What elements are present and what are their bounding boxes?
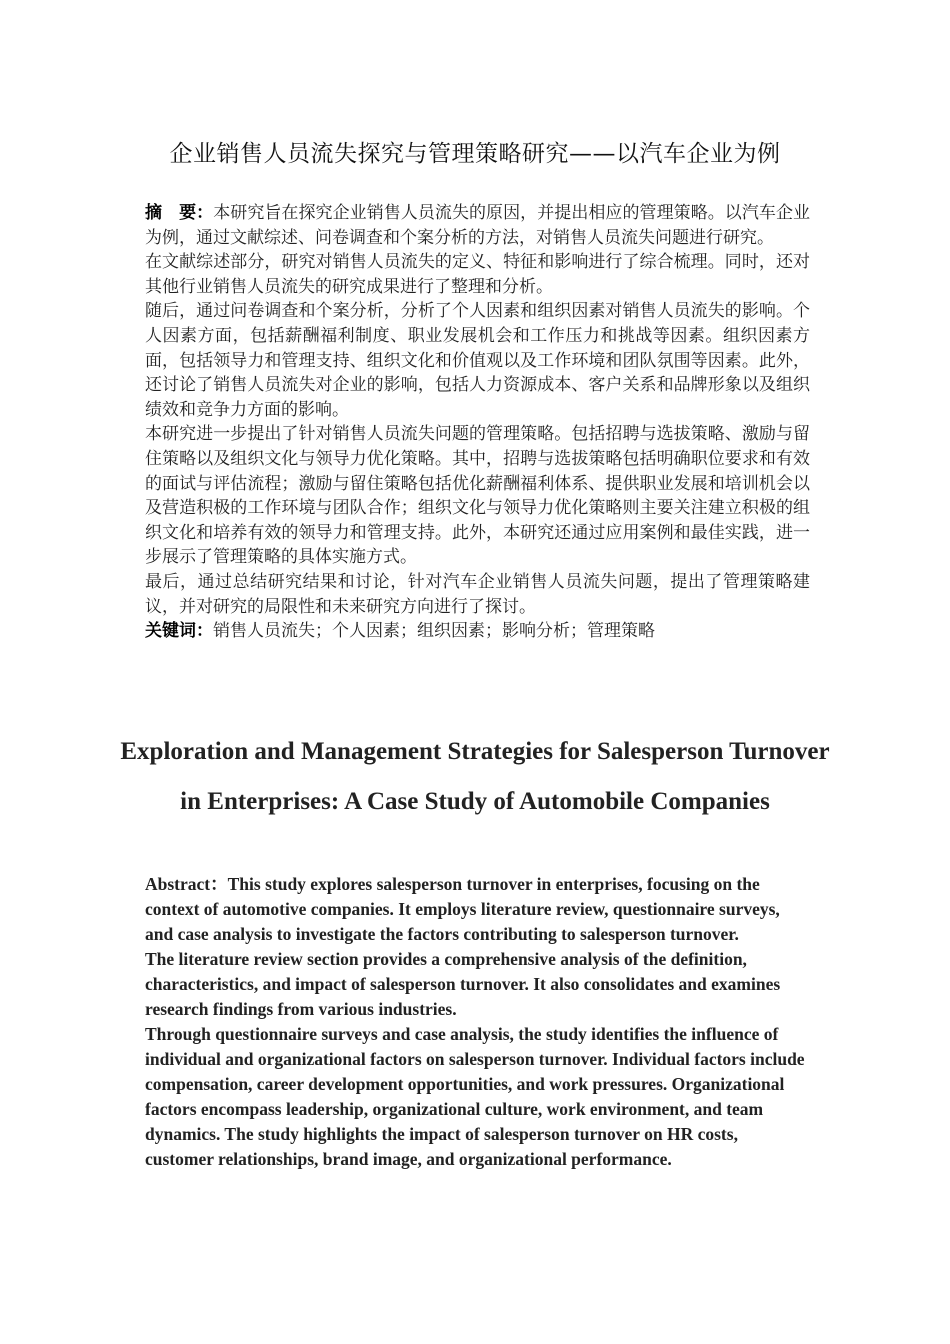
chinese-keywords-text: 销售人员流失；个人因素；组织因素；影响分析；管理策略 [213,621,655,642]
chinese-abstract-paragraph: 在文献综述部分，研究对销售人员流失的定义、特征和影响进行了综合梳理。同时，还对其他行业销售人员流失的研究成果进行了整理和分析。 [145,252,810,297]
english-abstract-paragraph: Through questionnaire surveys and case analysis, the study identifies the influence of individual and organizational factors on salesperson turnover. Individual factors include compensation, career development opportunities, and work pressures. Organizational factors encompass leadership, organizational culture, work environment, and team dynamics. The study highlights the impact of salesperson turnover on HR costs, customer relationships, brand image, and organizational performance. [145,1024,805,1169]
chinese-abstract [145,201,810,644]
chinese-abstract-paragraph: 本研究进一步提出了针对销售人员流失问题的管理策略。包括招聘与选拔策略、激励与留住策略以及组织文化与领导力优化策略。其中，招聘与选拔策略包括明确职位要求和有效的面试与评估流程；激励与留住策略包括优化薪酬福利体系、提供职业发展和培训机会以及营造积极的工作环境与团队合作；组织文化与领导力优化策略则主要关注建立积极的组织文化和培养有效的领导力和管理支持。此外，本研究还通过应用案例和最佳实践，进一步展示了管理策略的具体实施方式。 [145,424,810,568]
english-abstract [145,872,810,1172]
chinese-abstract-label: 摘 要： [145,203,214,223]
english-abstract-paragraph: Abstract：This study explores salesperson turnover in enterprises, focusing on the context of automotive companies. It employs literature review, questionnaire surveys, and case analysis to investigate the factors contributing to salesperson turnover. [145,874,780,944]
english-title: Exploration and Management Strategies for Salesperson Turnover in Enterprises: A Case Study of Automobile Companies [120,738,830,815]
chinese-title-main: 企业销售人员流失探究与管理策略研究—— [169,141,616,167]
english-abstract-paragraph: The literature review section provides a comprehensive analysis of the definition, characteristics, and impact of salesperson turnover. It also consolidates and examines research findings from various industries. [145,949,781,1019]
chinese-title [0,135,950,168]
chinese-keywords [145,619,810,644]
chinese-title-sub: 以汽车企业为例 [616,141,781,167]
chinese-abstract-paragraph: 随后，通过问卷调查和个案分析，分析了个人因素和组织因素对销售人员流失的影响。个人因素方面，包括薪酬福利制度、职业发展机会和工作压力和挑战等因素。组织因素方面，包括领导力和管理支持、组织文化和价值观以及工作环境和团队氛围等因素。此外，还讨论了销售人员流失对企业的影响，包括人力资源成本、客户关系和品牌形象以及组织绩效和竞争力方面的影响。 [145,301,810,420]
chinese-abstract-paragraph: 最后，通过总结研究结果和讨论，针对汽车企业销售人员流失问题，提出了管理策略建议，并对研究的局限性和未来研究方向进行了探讨。 [145,571,810,617]
chinese-abstract-paragraph: 摘 要：本研究旨在探究企业销售人员流失的原因，并提出相应的管理策略。以汽车企业为例，通过文献综述、问卷调查和个案分析的方法，对销售人员流失问题进行研究。 [145,203,811,248]
chinese-keywords-label: 关键词： [145,621,213,642]
english-abstract-label: Abstract： [145,874,228,894]
